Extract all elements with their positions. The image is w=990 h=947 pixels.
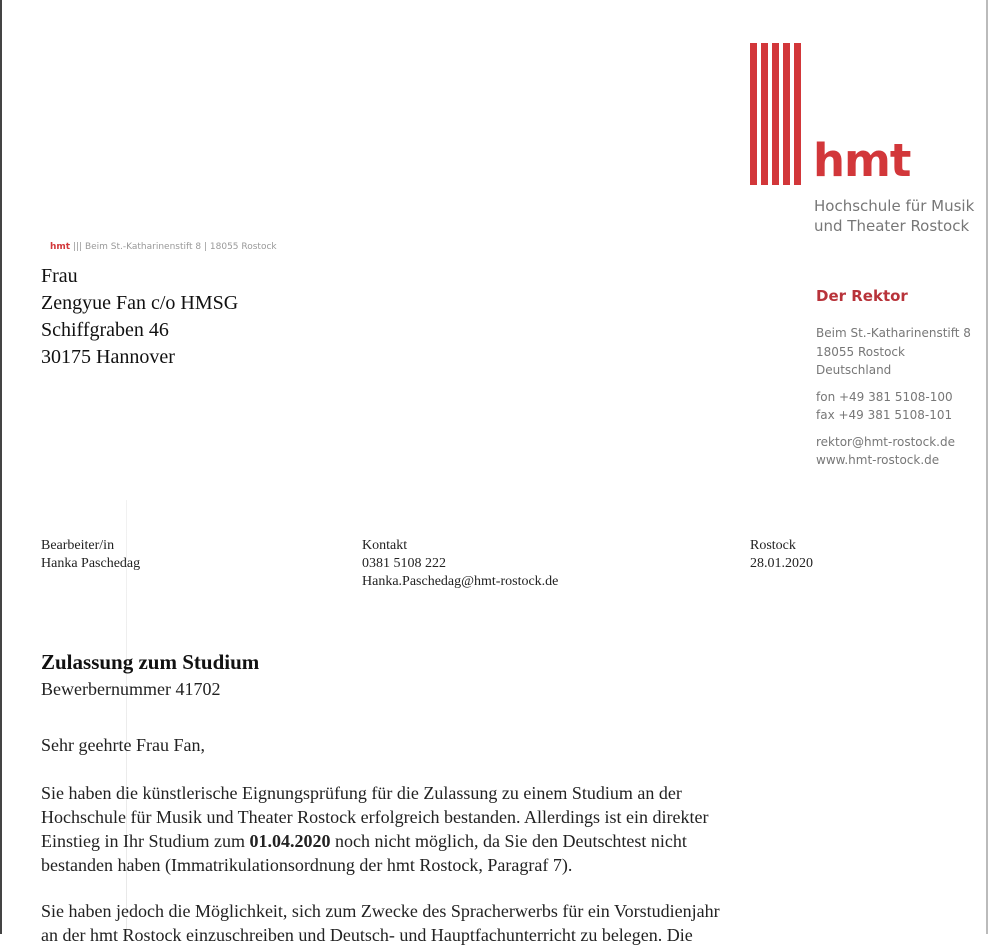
contact-block xyxy=(362,537,558,591)
sender-email: rektor@hmt-rostock.de xyxy=(816,434,955,449)
return-address-brand: hmt xyxy=(50,242,71,252)
sender-fax: fax +49 381 5108-101 xyxy=(816,408,953,422)
logo-subtitle xyxy=(814,196,974,236)
paragraph-2-line-2: an der hmt Rostock einzuschreiben und Deutsch- und Hauptfachunterricht zu belegen. Die xyxy=(41,925,693,945)
recipient-name: Zengyue Fan c/o HMSG xyxy=(41,292,239,314)
letter-place: Rostock xyxy=(750,538,796,553)
paragraph-1 xyxy=(41,781,941,877)
clerk-label: Bearbeiter/in xyxy=(41,538,115,553)
hmt-logo-bars xyxy=(750,43,805,185)
sender-country: Deutschland xyxy=(816,363,892,377)
sender-street: Beim St.-Katharinenstift 8 xyxy=(816,326,971,340)
paragraph-2 xyxy=(41,899,941,947)
recipient-address xyxy=(41,263,238,371)
clerk-name: Hanka Paschedag xyxy=(41,556,141,571)
logo-subtitle-line2: und Theater Rostock xyxy=(814,217,970,235)
clerk-block xyxy=(41,537,140,573)
recipient-street: Schiffgraben 46 xyxy=(41,319,169,341)
place-date-block xyxy=(750,537,813,573)
paragraph-1-line-2: Hochschule für Musik und Theater Rostock erfolgreich bestanden. Allerdings ist ein direkter xyxy=(41,807,709,827)
recipient-city: 30175 Hannover xyxy=(41,346,175,368)
sender-zip-city: 18055 Rostock xyxy=(816,344,905,359)
sender-address xyxy=(816,324,971,470)
sender-web: www.hmt-rostock.de xyxy=(816,453,940,467)
return-address-text: Beim St.-Katharinenstift 8 | 18055 Rostock xyxy=(84,242,277,252)
paragraph-1-line-3-start: Einstieg in Ihr Studium zum xyxy=(41,831,250,851)
sender-title: Der Rektor xyxy=(816,287,908,305)
paragraph-1-line-4: bestanden haben (Immatrikulationsordnung der hmt Rostock, Paragraf 7). xyxy=(41,855,573,875)
contact-email: Hanka.Paschedag@hmt-rostock.de xyxy=(362,574,559,589)
return-address-separator: ||| xyxy=(72,242,83,252)
contact-label: Kontakt xyxy=(362,538,408,553)
recipient-salutation: Frau xyxy=(41,265,78,287)
paragraph-1-line-1: Sie haben die künstlerische Eignungsprüfung für die Zulassung zu einem Studium an der xyxy=(41,783,682,803)
sender-phone: fon +49 381 5108-100 xyxy=(816,389,953,404)
letter-salutation: Sehr geehrte Frau Fan, xyxy=(41,735,205,755)
return-address xyxy=(50,242,277,252)
start-date: 01.04.2020 xyxy=(249,831,331,851)
contact-phone: 0381 5108 222 xyxy=(362,556,446,571)
letter-date: 28.01.2020 xyxy=(750,556,813,571)
logo-subtitle-line1: Hochschule für Musik xyxy=(814,197,975,215)
applicant-number: Bewerbernummer 41702 xyxy=(41,679,221,699)
hmt-logo-text: hmt xyxy=(813,134,911,187)
letter-subject: Zulassung zum Studium xyxy=(41,650,260,674)
paragraph-1-line-3 xyxy=(41,829,941,853)
paragraph-2-line-1: Sie haben jedoch die Möglichkeit, sich zum Zwecke des Spracherwerbs für ein Vorstudienjahr xyxy=(41,901,720,921)
paragraph-1-line-3-end: noch nicht möglich, da Sie den Deutschtest nicht xyxy=(330,831,687,851)
